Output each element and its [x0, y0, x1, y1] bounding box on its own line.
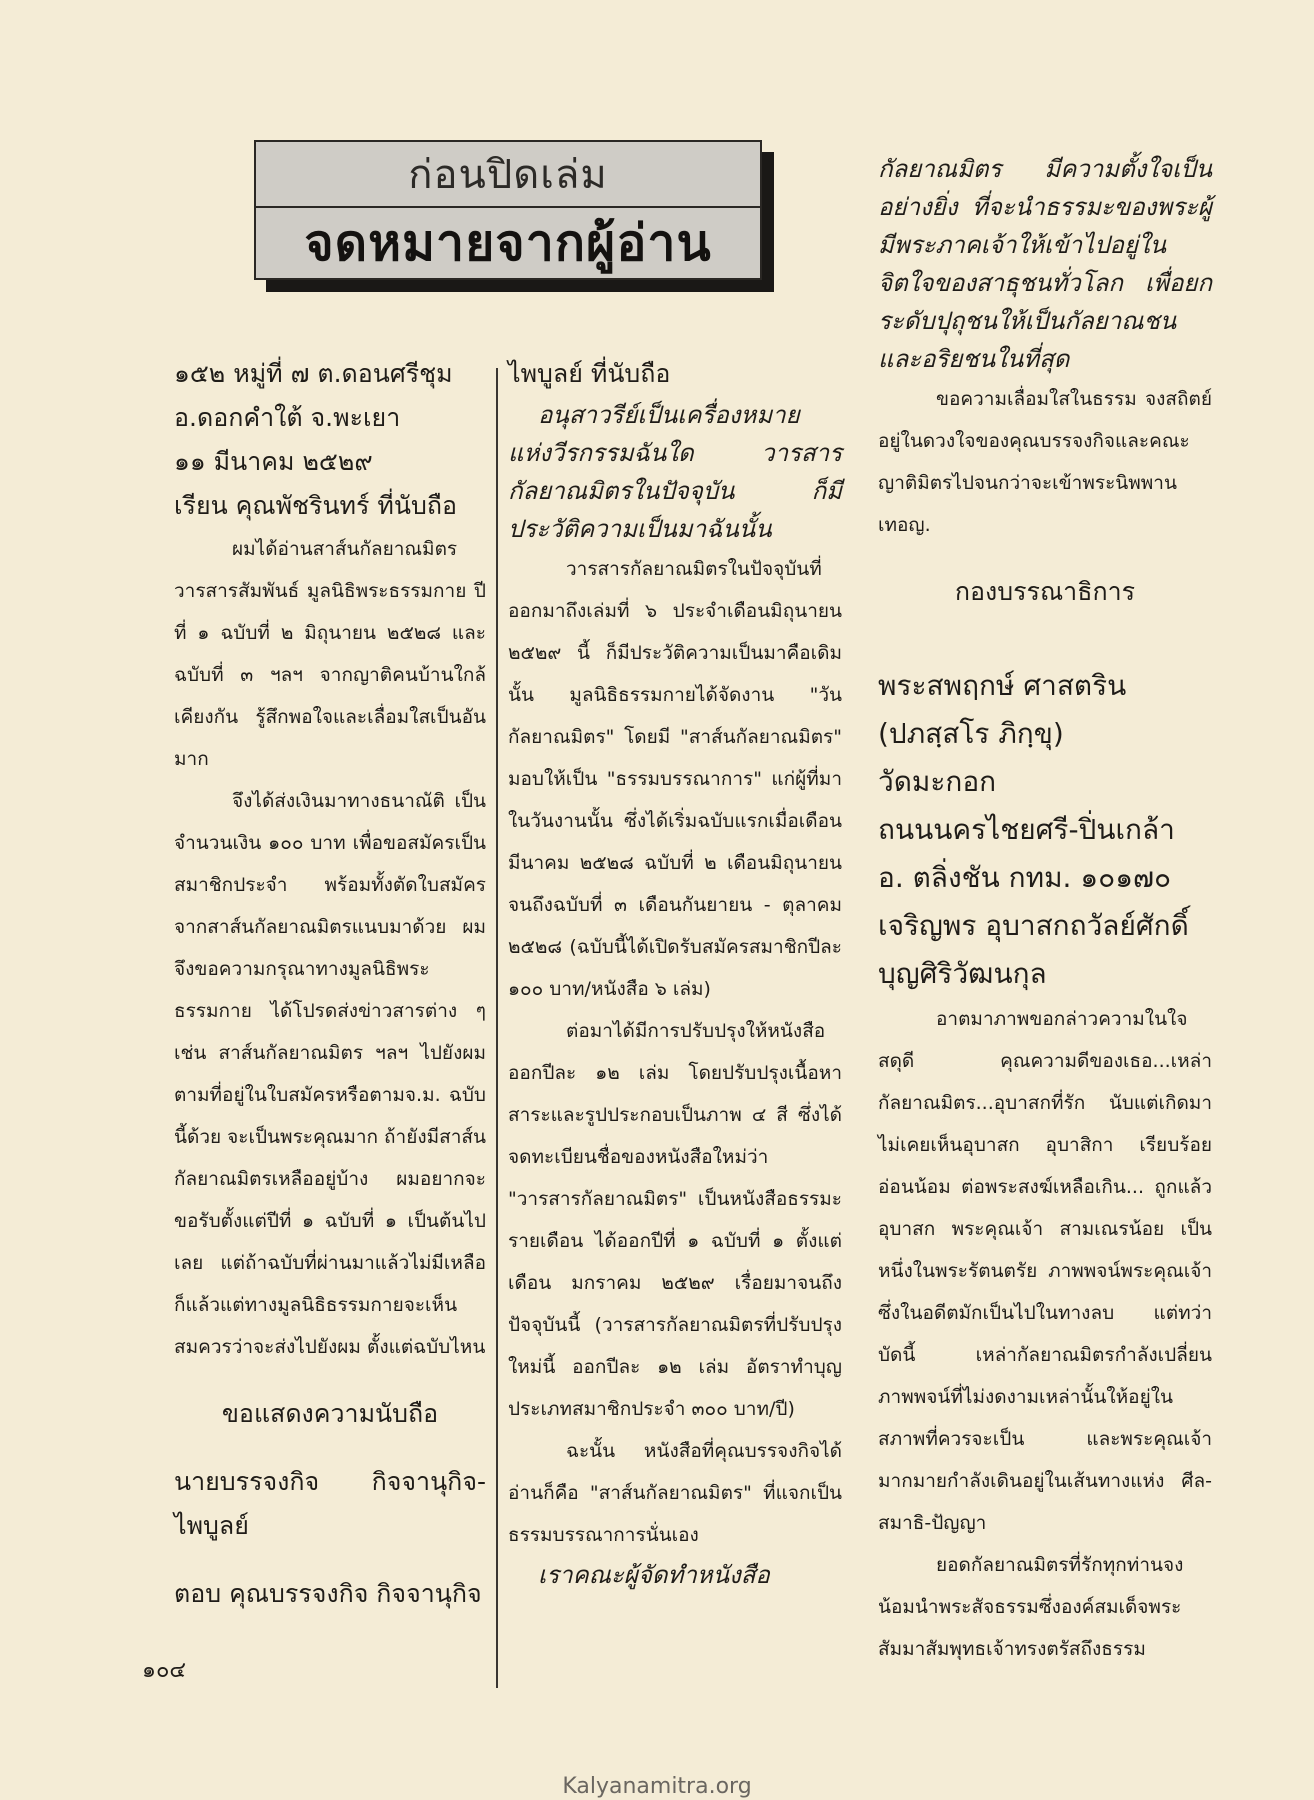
page-number: ๑๐๔ [142, 1658, 187, 1683]
letter-address-line-1: ๑๕๒ หมู่ที่ ๗ ต.ดอนศรีชุม [174, 359, 453, 388]
column-3 [878, 150, 1212, 1670]
reply-paragraph-3: ฉะนั้น หนังสือที่คุณบรรจงกิจได้อ่านก็คือ "สาส์นกัลยาณมิตร" ที่แจกเป็นธรรมบรรณาการนั่นเอง [508, 1440, 842, 1546]
letter2-address-line-1: วัดมะกอก [878, 765, 997, 798]
reply-paragraph-2: ต่อมาได้มีการปรับปรุงให้หนังสือออกปีละ ๑๒ เล่ม โดยปรับปรุงเนื้อหาสาระและรูปประกอบเป็นภาพ ๔ สี ซึ่งได้จดทะเบียนชื่อของหนังสือใหม่ว่า "วารสารกัลยาณมิตร" เป็นหนังสือธรรมะรายเดือน ได้ออกปีที่ ๑ ฉบับที่ ๑ ตั้งแต่เดือน มกราคม ๒๕๒๙ เรื่อยมาจนถึงปัจจุบันนี้ (วารสารกัลยาณมิตรที่ปรับปรุงใหม่นี้ ออกปีละ ๑๒ เล่ม อัตราทำบุญประเภทสมาชิกประจำ ๓๐๐ บาท/ปี) [508, 1020, 842, 1420]
reply-heading: ตอบ คุณบรรจงกิจ กิจจานุกิจ [174, 1579, 482, 1608]
column-1 [174, 352, 486, 1616]
header-subtitle: ก่อนปิดเล่ม [256, 142, 760, 208]
letter-salutation: เรียน คุณพัชรินทร์ ที่นับถือ [174, 491, 457, 520]
letter2-recipient-line-2: บุญศิริวัฒนกุล [878, 957, 1047, 990]
header-title: จดหมายจากผู้อ่าน [304, 213, 712, 272]
reply-paragraph-4: เราคณะผู้จัดทำหนังสือ [538, 1561, 770, 1589]
reply-quote: อนุสาวรีย์เป็นเครื่องหมายแห่งวีรกรรมฉันใด วารสารกัลยาณมิตรในปัจจุบัน ก็มีประวัติความเป็นมาฉันนั้น [508, 401, 842, 543]
column-divider [496, 368, 498, 1688]
letter-date: ๑๑ มีนาคม ๒๕๒๙ [174, 447, 373, 476]
section-header [254, 140, 762, 280]
letter-signer: นายบรรจงกิจ กิจจานุกิจ-ไพบูลย์ [174, 1467, 486, 1540]
letter2-sender-name: พระสพฤกษ์ ศาสตริน [878, 669, 1127, 702]
footer-watermark: Kalyanamitra.org [562, 1774, 752, 1799]
letter-closing: ขอแสดงความนับถือ [221, 1399, 439, 1428]
column-2 [508, 352, 842, 1594]
reply-blessing: ขอความเลื่อมใสในธรรม จงสถิตย์อยู่ในดวงใจของคุณบรรจงกิจและคณะญาติมิตรไปจนกว่าจะเข้าพระนิพพานเทอญ. [878, 388, 1212, 536]
letter2-recipient-line-1: เจริญพร อุบาสกถวัลย์ศักดิ์ [878, 909, 1189, 942]
reply-continuation: กัลยาณมิตร มีความตั้งใจเป็นอย่างยิ่ง ที่จะนำธรรมะของพระผู้มีพระภาคเจ้าให้เข้าไปอยู่ในจิตใจของสาธุชนทั่วโลก เพื่อยกระดับปุถุชนให้เป็นกัลยาณชนและอริยชนในที่สุด [878, 155, 1212, 373]
reply-salutation-cont: ไพบูลย์ ที่นับถือ [508, 359, 671, 388]
letter2-address-line-3: อ. ตลิ่งชัน กทม. ๑๐๑๗๐ [878, 861, 1172, 894]
letter2-address-line-2: ถนนนครไชยศรี-ปิ่นเกล้า [878, 813, 1175, 846]
letter-paragraph-2: จึงได้ส่งเงินมาทางธนาณัติ เป็นจำนวนเงิน ๑๐๐ บาท เพื่อขอสมัครเป็นสมาชิกประจำ พร้อมทั้งตัดใบสมัครจากสาส์นกัลยาณมิตรแนบมาด้วย ผมจึงขอความกรุณาทางมูลนิธิพระธรรมกาย ได้โปรดส่งข่าวสารต่าง ๆ เช่น สาส์นกัลยาณมิตร ฯลฯ ไปยังผมตามที่อยู่ในใบสมัครหรือตามจ.ม. ฉบับนี้ด้วย จะเป็นพระคุณมาก ถ้ายังมีสาส์นกัลยาณมิตรเหลืออยู่บ้าง ผมอยากจะขอรับตั้งแต่ปีที่ ๑ ฉบับที่ ๑ เป็นต้นไปเลย แต่ถ้าฉบับที่ผ่านมาแล้วไม่มีเหลือ ก็แล้วแต่ทางมูลนิธิธรรมกายจะเห็นสมควรว่าจะส่งไปยังผม ตั้งแต่ฉบับไหน [174, 790, 487, 1358]
letter2-paragraph-2: ยอดกัลยาณมิตรที่รักทุกท่านจงน้อมนำพระสัจธรรมซึ่งองค์สมเด็จพระสัมมาสัมพุทธเจ้าทรงตรัสถึงธรรม [878, 1554, 1184, 1660]
letter2-paragraph-1: อาตมาภาพขอกล่าวความในใจสดุดี คุณความดีของเธอ...เหล่ากัลยาณมิตร...อุบาสกที่รัก นับแต่เกิดมา ไม่เคยเห็นอุบาสก อุบาสิกา เรียบร้อยอ่อนน้อม ต่อพระสงฆ์เหลือเกิน... ถูกแล้ว อุบาสก พระคุณเจ้า สามเณรน้อย เป็นหนึ่งในพระรัตนตรัย ภาพพจน์พระคุณเจ้าซึ่งในอดีตมักเป็นไปในทางลบ แต่ทว่าบัดนี้ เหล่ากัลยาณมิตรกำลังเปลี่ยนภาพพจน์ที่ไม่งดงามเหล่านั้นให้อยู่ในสภาพที่ควรจะเป็น และพระคุณเจ้ามากมายกำลังเดินอยู่ในเส้นทางแห่ง ศีล-สมาธิ-ปัญญา [878, 1008, 1212, 1534]
editorial-signature: กองบรรณาธิการ [954, 577, 1136, 606]
letter2-sender-title: (ปภสฺสโร ภิกฺขุ) [878, 717, 1064, 750]
letter-address-line-2: อ.ดอกคำใต้ จ.พะเยา [174, 403, 401, 432]
reply-paragraph-1: วารสารกัลยาณมิตรในปัจจุบันที่ออกมาถึงเล่มที่ ๖ ประจำเดือนมิถุนายน ๒๕๒๙ นี้ ก็มีประวัติความเป็นมาคือเดิมนั้น มูลนิธิธรรมกายได้จัดงาน "วันกัลยาณมิตร" โดยมี "สาส์นกัลยาณมิตร" มอบให้เป็น "ธรรมบรรณาการ" แก่ผู้ที่มาในวันงานนั้น ซึ่งได้เริ่มฉบับแรกเมื่อเดือนมีนาคม ๒๕๒๘ ฉบับที่ ๒ เดือนมิถุนายน จนถึงฉบับที่ ๓ เดือนกันยายน - ตุลาคม ๒๕๒๘ (ฉบับนี้ได้เปิดรับสมัครสมาชิกปีละ ๑๐๐ บาท/หนังสือ ๖ เล่ม) [508, 558, 842, 1000]
letter-paragraph-1: ผมได้อ่านสาส์นกัลยาณมิตร วารสารสัมพันธ์ มูลนิธิพระธรรมกาย ปีที่ ๑ ฉบับที่ ๒ มิถุนายน ๒๕๒๘ และฉบับที่ ๓ ฯลฯ จากญาติคนบ้านใกล้เคียงกัน รู้สึกพอใจและเลื่อมใสเป็นอันมาก [174, 538, 486, 770]
